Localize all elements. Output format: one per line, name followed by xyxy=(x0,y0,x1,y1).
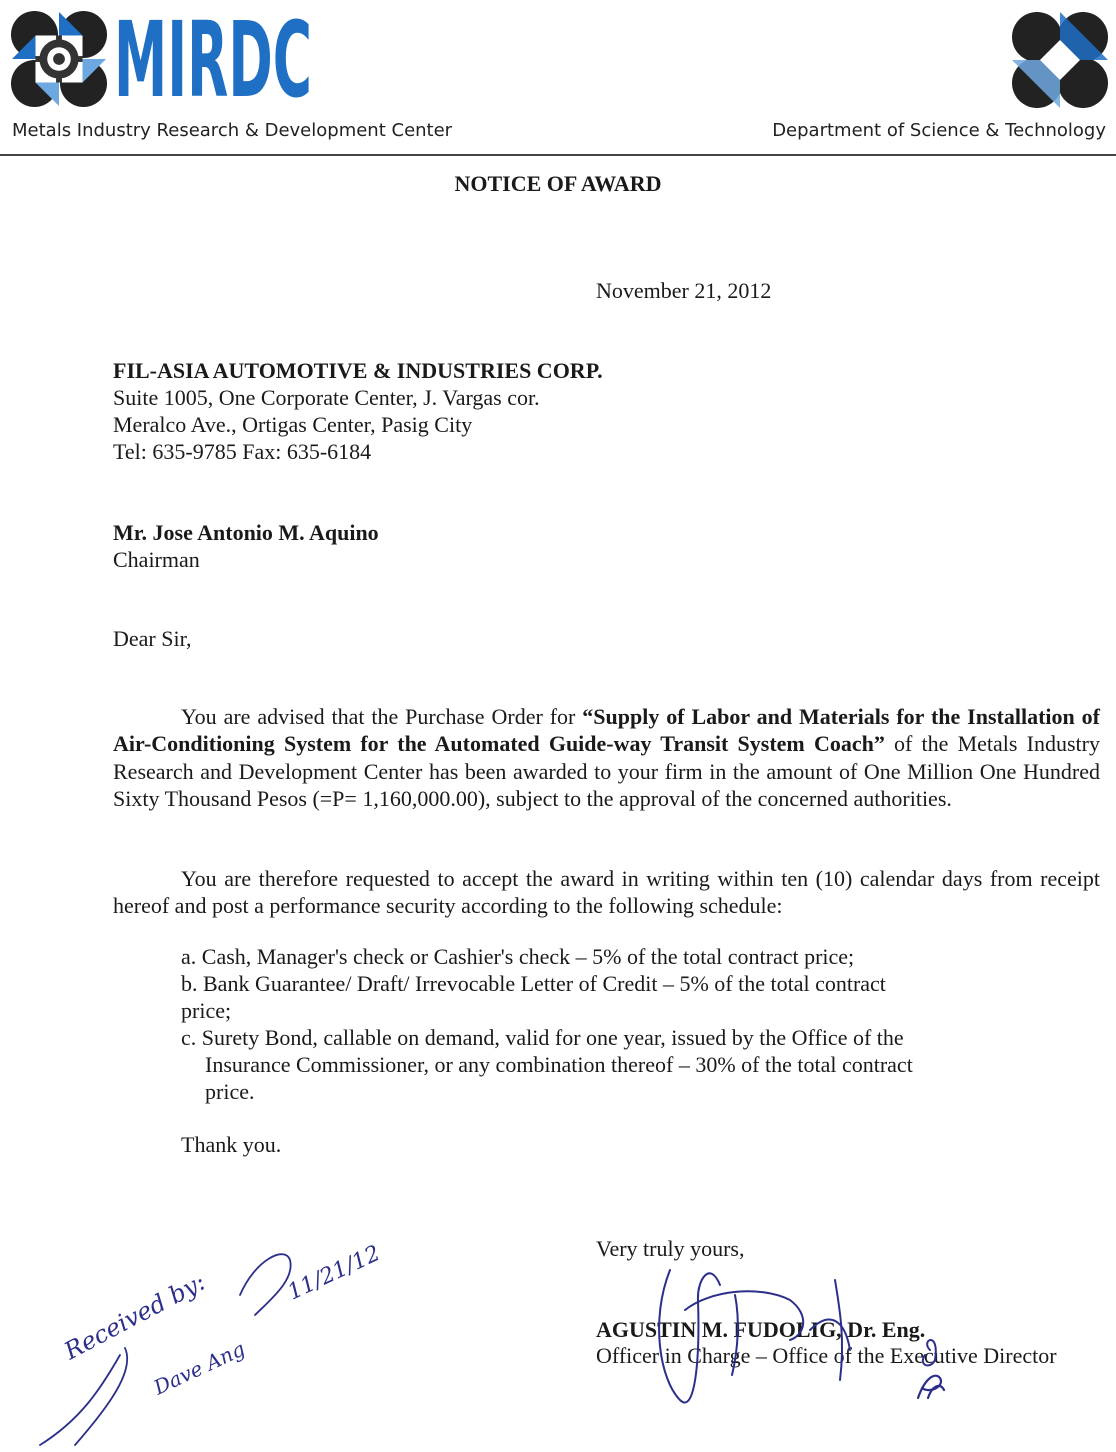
dost-logo-icon xyxy=(1010,10,1110,110)
addressee-contact: Tel: 635-9785 Fax: 635-6184 xyxy=(113,439,372,464)
schedule-item-a: a. Cash, Manager's check or Cashier's check – 5% of the total contract price; xyxy=(181,944,855,969)
award-paragraph-intro: You are advised that the Purchase Order for xyxy=(181,704,583,729)
wordmark-text: MIRDC xyxy=(114,0,312,121)
addressee-address-line2: Meralco Ave., Ortigas Center, Pasig City xyxy=(113,412,473,437)
request-paragraph: You are therefore requested to accept the award in writing within ten (10) calendar days from receipt hereof and post a performance security according to the following schedule: xyxy=(113,866,1100,919)
mirdc-wordmark xyxy=(114,0,314,121)
header-divider xyxy=(0,154,1116,156)
schedule-item-c-cont2: price. xyxy=(205,1079,255,1104)
addressee-address-line1: Suite 1005, One Corporate Center, J. Vargas cor. xyxy=(113,385,540,410)
thanks-line: Thank you. xyxy=(181,1132,282,1157)
closing-line: Very truly yours, xyxy=(596,1236,745,1261)
initials-mark-icon xyxy=(910,1368,950,1404)
performance-security-schedule xyxy=(181,943,971,1105)
signature-scribble xyxy=(640,1240,960,1440)
received-date-text: 11/21/12 xyxy=(283,1241,385,1306)
organization-name: Metals Industry Research & Development Center xyxy=(12,120,453,141)
attention-name: Mr. Jose Antonio M. Aquino xyxy=(113,520,379,545)
attention-position: Chairman xyxy=(113,547,200,572)
received-by-text: Received by: xyxy=(59,1267,210,1366)
department-name: Department of Science & Technology xyxy=(772,120,1106,141)
schedule-item-b: b. Bank Guarantee/ Draft/ Irrevocable Letter of Credit – 5% of the total contract xyxy=(181,971,886,996)
award-paragraph-details: of the Metals Industry Research and Development Center has been awarded to your firm in the amount of One Million One Hundred Sixty Thousand Pesos (=P= 1,160,000.00), subject to the approval of the concerned authorities. xyxy=(113,731,1100,812)
receiver-name-text: Dave Ang xyxy=(149,1336,249,1400)
schedule-item-c: c. Surety Bond, callable on demand, valid for one year, issued by the Office of the xyxy=(181,1025,904,1050)
mirdc-logo-icon xyxy=(10,10,108,108)
signatory-title: Officer in Charge – Office of the Executive Director xyxy=(596,1343,1057,1368)
received-handwritten-note xyxy=(40,1220,420,1450)
purchase-order-title: “Supply of Labor and Materials for the Installation of Air-Conditioning System for the Automated Guide-way Transit System Coach” xyxy=(113,704,1101,757)
letter-date: November 21, 2012 xyxy=(596,278,772,303)
award-paragraph xyxy=(113,703,1100,813)
addressee-company: FIL-ASIA AUTOMOTIVE & INDUSTRIES CORP. xyxy=(113,358,603,383)
schedule-item-b-cont: price; xyxy=(181,998,232,1023)
salutation: Dear Sir, xyxy=(113,626,192,651)
signatory-name: AGUSTIN M. FUDOLIG, Dr. Eng. xyxy=(596,1317,926,1342)
schedule-item-c-cont1: Insurance Commissioner, or any combination thereof – 30% of the total contract xyxy=(205,1052,913,1077)
document-title: NOTICE OF AWARD xyxy=(454,171,662,196)
